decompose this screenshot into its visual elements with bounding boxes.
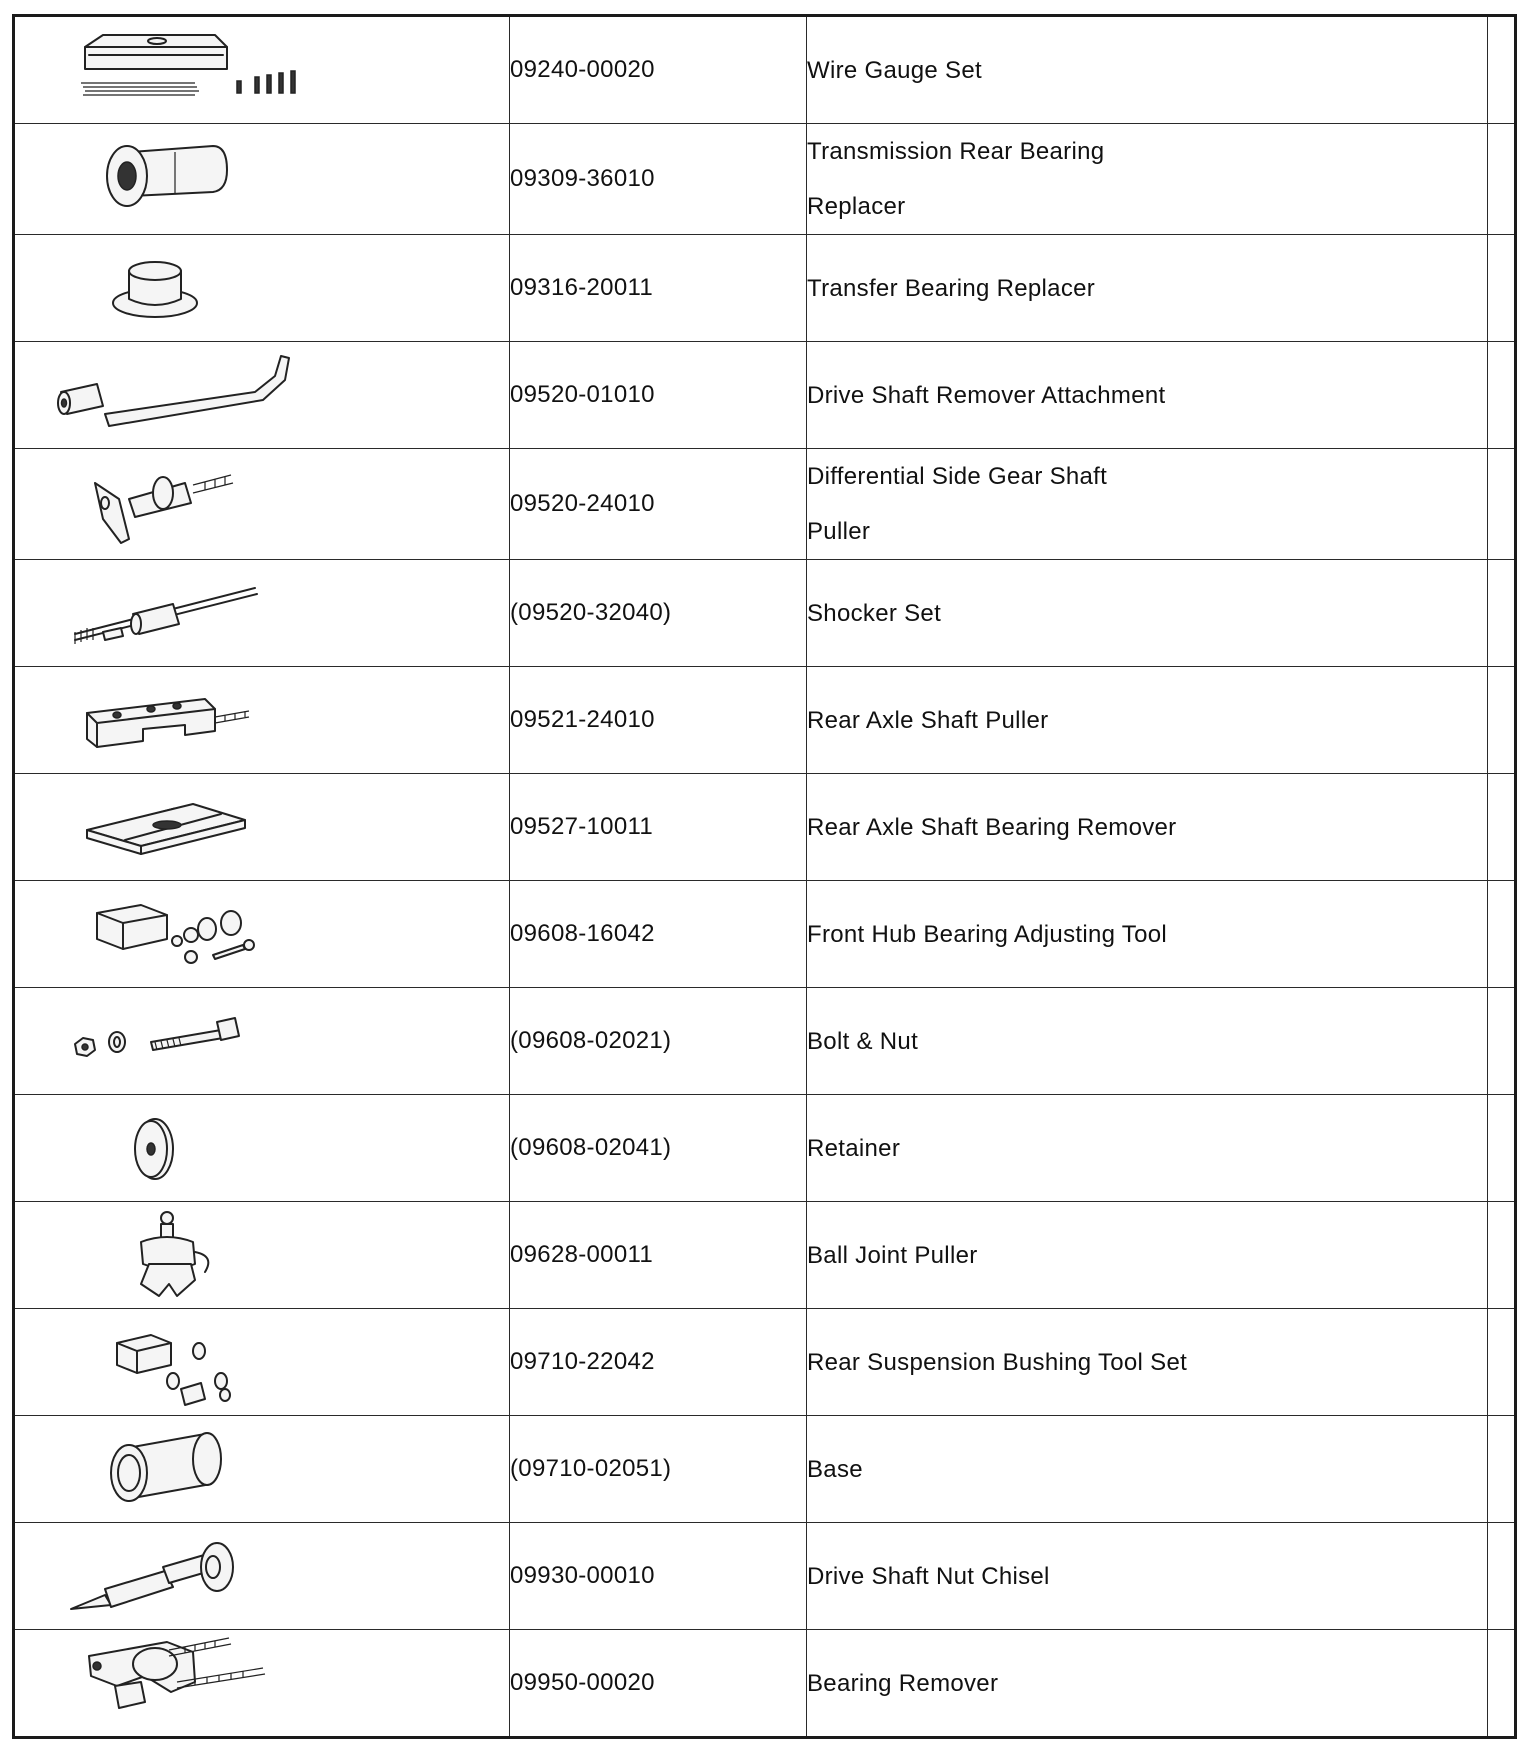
empty-cell bbox=[1488, 774, 1516, 881]
bolt-and-nut-icon bbox=[45, 990, 375, 1092]
empty-cell bbox=[1488, 1630, 1516, 1738]
empty-cell bbox=[1488, 16, 1516, 124]
empty-cell bbox=[1488, 667, 1516, 774]
empty-cell bbox=[1488, 1202, 1516, 1309]
special-tools-table bbox=[12, 14, 1517, 1739]
part-number: (09608-02021) bbox=[510, 988, 807, 1095]
empty-cell bbox=[1488, 1416, 1516, 1523]
tool-illustration-cell bbox=[14, 1416, 510, 1523]
tool-illustration-cell bbox=[14, 16, 510, 124]
table-row bbox=[14, 881, 1516, 988]
tool-name: Shocker Set bbox=[807, 560, 1488, 667]
tool-name: Transfer Bearing Replacer bbox=[807, 235, 1488, 342]
tool-name: Retainer bbox=[807, 1095, 1488, 1202]
tool-name: Drive Shaft Remover Attachment bbox=[807, 342, 1488, 449]
part-number: 09950-00020 bbox=[510, 1630, 807, 1738]
tool-name: Rear Axle Shaft Puller bbox=[807, 667, 1488, 774]
table-row bbox=[14, 235, 1516, 342]
table-row bbox=[14, 667, 1516, 774]
empty-cell bbox=[1488, 124, 1516, 235]
rear-axle-shaft-puller-icon bbox=[45, 669, 375, 771]
part-number: 09240-00020 bbox=[510, 16, 807, 124]
table-row bbox=[14, 1095, 1516, 1202]
bearing-replacer-sleeve-icon bbox=[45, 128, 375, 230]
tool-illustration-cell bbox=[14, 1095, 510, 1202]
tool-name: Bearing Remover bbox=[807, 1630, 1488, 1738]
wire-gauge-set-icon bbox=[45, 19, 375, 121]
bearing-remover-plate-icon bbox=[45, 776, 375, 878]
hub-bearing-adjusting-tool-icon bbox=[45, 883, 375, 985]
table-row bbox=[14, 988, 1516, 1095]
empty-cell bbox=[1488, 1095, 1516, 1202]
table-row bbox=[14, 1630, 1516, 1738]
empty-cell bbox=[1488, 235, 1516, 342]
transfer-bearing-replacer-icon bbox=[45, 237, 375, 339]
bearing-remover-icon bbox=[45, 1632, 375, 1734]
empty-cell bbox=[1488, 1523, 1516, 1630]
tool-illustration-cell bbox=[14, 988, 510, 1095]
empty-cell bbox=[1488, 988, 1516, 1095]
table-row bbox=[14, 1202, 1516, 1309]
empty-cell bbox=[1488, 881, 1516, 988]
drive-shaft-remover-attachment-icon bbox=[45, 344, 375, 446]
part-number: 09930-00010 bbox=[510, 1523, 807, 1630]
empty-cell bbox=[1488, 1309, 1516, 1416]
tool-illustration-cell bbox=[14, 124, 510, 235]
table-row bbox=[14, 1309, 1516, 1416]
base-cylinder-icon bbox=[45, 1418, 375, 1520]
table-row bbox=[14, 560, 1516, 667]
tool-name: Differential Side Gear Shaft Puller bbox=[807, 449, 1488, 560]
table-row bbox=[14, 1523, 1516, 1630]
tool-illustration-cell bbox=[14, 449, 510, 560]
tool-name: Bolt & Nut bbox=[807, 988, 1488, 1095]
table-row bbox=[14, 774, 1516, 881]
tool-name: Base bbox=[807, 1416, 1488, 1523]
tool-list-sheet bbox=[12, 14, 1514, 1714]
part-number: 09520-24010 bbox=[510, 449, 807, 560]
table-row bbox=[14, 1416, 1516, 1523]
tool-name: Transmission Rear Bearing Replacer bbox=[807, 124, 1488, 235]
table-row bbox=[14, 342, 1516, 449]
part-number: 09309-36010 bbox=[510, 124, 807, 235]
table-row bbox=[14, 449, 1516, 560]
tool-illustration-cell bbox=[14, 1523, 510, 1630]
tool-illustration-cell bbox=[14, 1309, 510, 1416]
tool-illustration-cell bbox=[14, 1630, 510, 1738]
part-number: 09628-00011 bbox=[510, 1202, 807, 1309]
part-number: 09527-10011 bbox=[510, 774, 807, 881]
tool-illustration-cell bbox=[14, 560, 510, 667]
part-number: 09316-20011 bbox=[510, 235, 807, 342]
table-row bbox=[14, 124, 1516, 235]
side-gear-shaft-puller-icon bbox=[45, 453, 375, 555]
ball-joint-puller-icon bbox=[45, 1204, 375, 1306]
part-number: (09710-02051) bbox=[510, 1416, 807, 1523]
part-number: 09520-01010 bbox=[510, 342, 807, 449]
tool-name: Ball Joint Puller bbox=[807, 1202, 1488, 1309]
empty-cell bbox=[1488, 560, 1516, 667]
tool-illustration-cell bbox=[14, 342, 510, 449]
nut-chisel-icon bbox=[45, 1525, 375, 1627]
empty-cell bbox=[1488, 449, 1516, 560]
part-number: 09521-24010 bbox=[510, 667, 807, 774]
part-number: 09710-22042 bbox=[510, 1309, 807, 1416]
shocker-set-icon bbox=[45, 562, 375, 664]
retainer-washer-icon bbox=[45, 1097, 375, 1199]
bushing-tool-set-icon bbox=[45, 1311, 375, 1413]
tool-name: Wire Gauge Set bbox=[807, 16, 1488, 124]
part-number: 09608-16042 bbox=[510, 881, 807, 988]
empty-cell bbox=[1488, 342, 1516, 449]
tool-name: Rear Axle Shaft Bearing Remover bbox=[807, 774, 1488, 881]
part-number: (09520-32040) bbox=[510, 560, 807, 667]
table-row bbox=[14, 16, 1516, 124]
tool-illustration-cell bbox=[14, 235, 510, 342]
tool-name: Rear Suspension Bushing Tool Set bbox=[807, 1309, 1488, 1416]
part-number: (09608-02041) bbox=[510, 1095, 807, 1202]
tool-name: Front Hub Bearing Adjusting Tool bbox=[807, 881, 1488, 988]
tool-illustration-cell bbox=[14, 1202, 510, 1309]
tool-illustration-cell bbox=[14, 774, 510, 881]
tool-name: Drive Shaft Nut Chisel bbox=[807, 1523, 1488, 1630]
tool-illustration-cell bbox=[14, 881, 510, 988]
tool-illustration-cell bbox=[14, 667, 510, 774]
